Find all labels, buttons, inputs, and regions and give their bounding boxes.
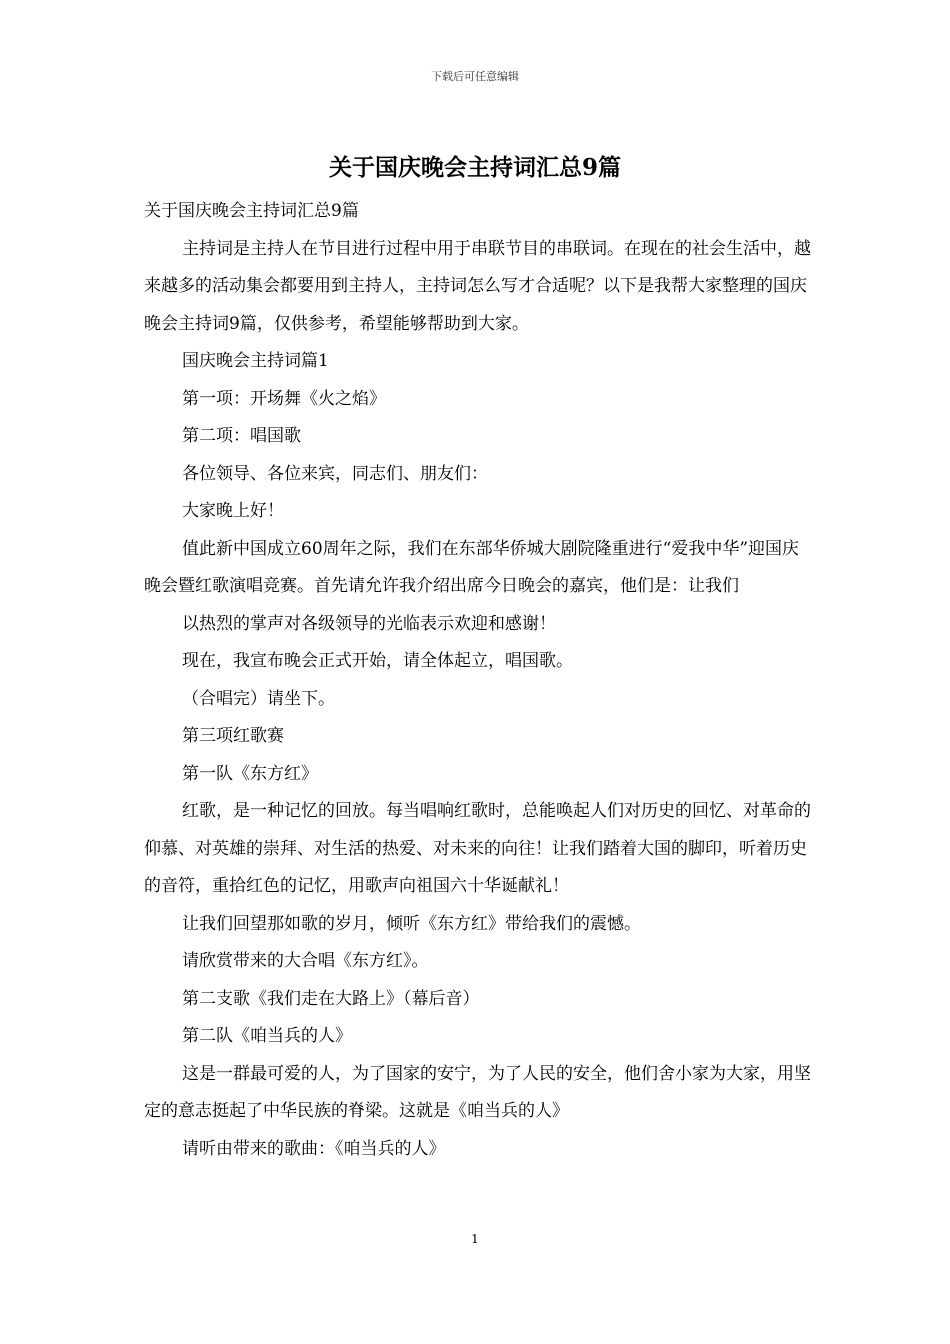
paragraph: 第一项：开场舞《火之焰》: [182, 388, 386, 409]
paragraph: 主持词是主持人在节目进行过程中用于串联节目的串联词。在现在的社会生活中，越来越多的活动集会都要用到主持人，主持词怎么写才合适呢？以下是我帮大家整理的国庆晚会主持词9篇，仅供参考，希望能够帮助到大家。: [144, 238, 811, 334]
paragraph: 第二支歌《我们走在大路上》（幕后音）: [182, 988, 480, 1009]
paragraph: 第二项：唱国歌: [182, 426, 301, 446]
paragraph: 请听由带来的歌曲：《咱当兵的人》: [182, 1138, 446, 1159]
paragraph: 红歌，是一种记忆的回放。每当唱响红歌时，总能唤起人们对历史的回忆、对革命的仰慕、对英雄的崇拜、对生活的热爱、对未来的向往！让我们踏着大国的脚印，听着历史的音符，重拾红色的记忆，用歌声向祖国六十华诞献礼！: [144, 801, 811, 896]
paragraph: 让我们回望那如歌的岁月，倾听《东方红》带给我们的震憾。: [182, 913, 641, 934]
paragraph: 第二队《咱当兵的人》: [182, 1026, 352, 1046]
document-title: 关于国庆晚会主持词汇总9篇: [328, 154, 621, 181]
paragraph: （合唱完）请坐下。: [182, 688, 335, 709]
page-number: 1: [471, 1232, 479, 1246]
paragraph: 第一队《东方红》: [182, 763, 318, 784]
paragraph: 大家晚上好！: [182, 501, 284, 521]
paragraph: 请欣赏带来的大合唱《东方红》。: [182, 951, 429, 971]
paragraph: 这是一群最可爱的人，为了国家的安宁，为了人民的安全，他们舍小家为大家，用坚定的意志挺起了中华民族的脊梁。这就是《咱当兵的人》: [144, 1063, 811, 1121]
paragraph: 第三项红歌赛: [182, 726, 284, 746]
header-note: 下载后可任意编辑: [431, 70, 519, 83]
document-subtitle: 关于国庆晚会主持词汇总9篇: [144, 201, 359, 221]
section-heading: 国庆晚会主持词篇1: [182, 351, 329, 371]
paragraph: 现在，我宣布晚会正式开始，请全体起立，唱国歌。: [182, 651, 573, 671]
paragraph: 以热烈的掌声对各级领导的光临表示欢迎和感谢！: [182, 613, 556, 634]
paragraph: 值此新中国成立60周年之际，我们在东部华侨城大剧院隆重进行“爱我中华”迎国庆晚会暨红歌演唱竞赛。首先请允许我介绍出席今日晚会的嘉宾，他们是：让我们: [144, 538, 800, 596]
paragraph: 各位领导、各位来宾，同志们、朋友们：: [182, 463, 488, 484]
document-body: [144, 193, 812, 1168]
